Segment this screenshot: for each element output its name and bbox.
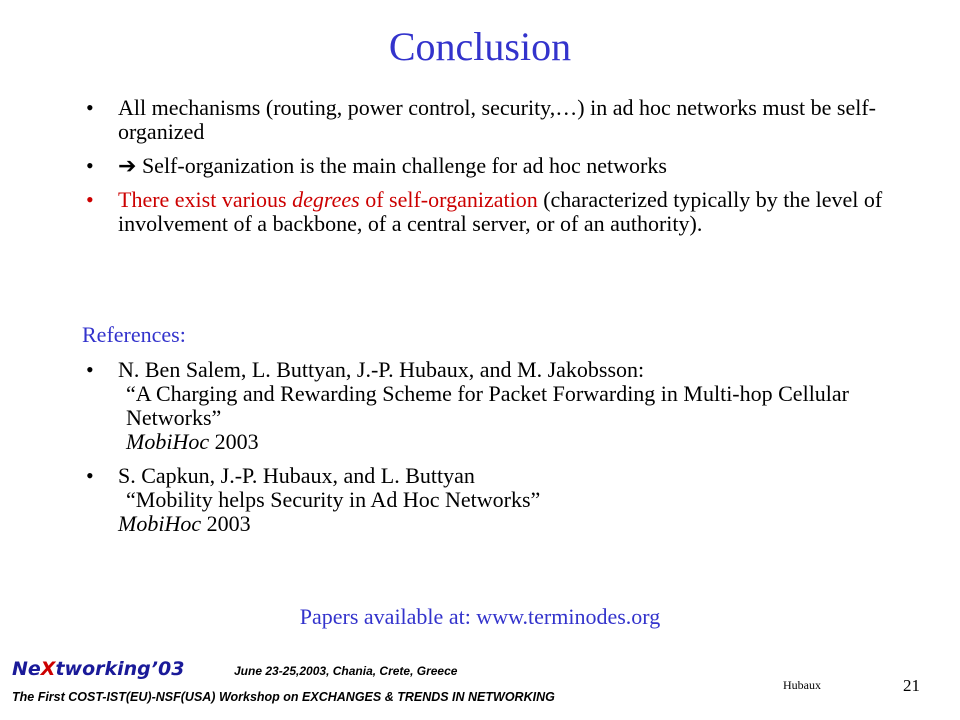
- bullet-marker: •: [86, 95, 94, 120]
- bullet-item: [82, 96, 902, 144]
- reference-authors: S. Capkun, J.-P. Hubaux, and L. Buttyan: [118, 463, 475, 488]
- papers-link-text: Papers available at: www.terminodes.org: [299, 604, 661, 629]
- bullet-marker: •: [86, 153, 94, 178]
- bullet-marker: •: [86, 463, 94, 488]
- reference-venue: MobiHoc: [118, 511, 202, 536]
- reference-authors: N. Ben Salem, L. Buttyan, J.-P. Hubaux, and M. Jakobsson:: [118, 357, 645, 382]
- footer-date: June 23-25,2003, Chania, Crete, Greece: [234, 664, 458, 678]
- logo-text: tworking’03: [55, 658, 185, 680]
- reference-year: 2003: [201, 511, 251, 536]
- nextworking-logo: [12, 658, 184, 680]
- reference-title: “A Charging and Rewarding Scheme for Packet Forwarding in Multi-hop Cellular Networks”: [126, 381, 850, 430]
- bullet-item: [82, 154, 902, 178]
- bullet-marker: •: [86, 187, 94, 212]
- logo-x: X: [40, 658, 56, 680]
- reference-venue: MobiHoc: [126, 429, 210, 454]
- arrow-icon: ➔: [118, 153, 137, 178]
- bullet-text: All mechanisms (routing, power control, security,…) in ad hoc networks must be self-organized: [118, 95, 877, 144]
- reference-title: “Mobility helps Security in Ad Hoc Networks”: [126, 487, 541, 512]
- footer-author: Hubaux: [783, 678, 821, 692]
- reference-item: [82, 358, 902, 454]
- conclusion-bullets: [82, 96, 902, 246]
- bullet-emphasis: degrees: [292, 187, 360, 212]
- footer-workshop: The First COST-IST(EU)-NSF(USA) Workshop on EXCHANGES & TRENDS IN NETWORKING: [12, 690, 555, 704]
- bullet-item: [82, 188, 902, 236]
- references-list: [82, 358, 902, 546]
- references-heading: References:: [82, 322, 186, 347]
- bullet-text: Self-organization is the main challenge for ad hoc networks: [136, 153, 667, 178]
- slide-title: Conclusion: [388, 24, 572, 69]
- bullet-text: (characterized typically by the level of involvement of a backbone, of a central server, or of an authority).: [118, 187, 883, 236]
- bullet-highlight-text: There exist various: [118, 187, 293, 212]
- page-number: 21: [903, 676, 920, 695]
- bullet-highlight-text: of self-organization: [359, 187, 538, 212]
- logo-text: Ne: [12, 658, 41, 680]
- reference-item: [82, 464, 902, 536]
- reference-year: 2003: [209, 429, 259, 454]
- bullet-marker: •: [86, 357, 94, 382]
